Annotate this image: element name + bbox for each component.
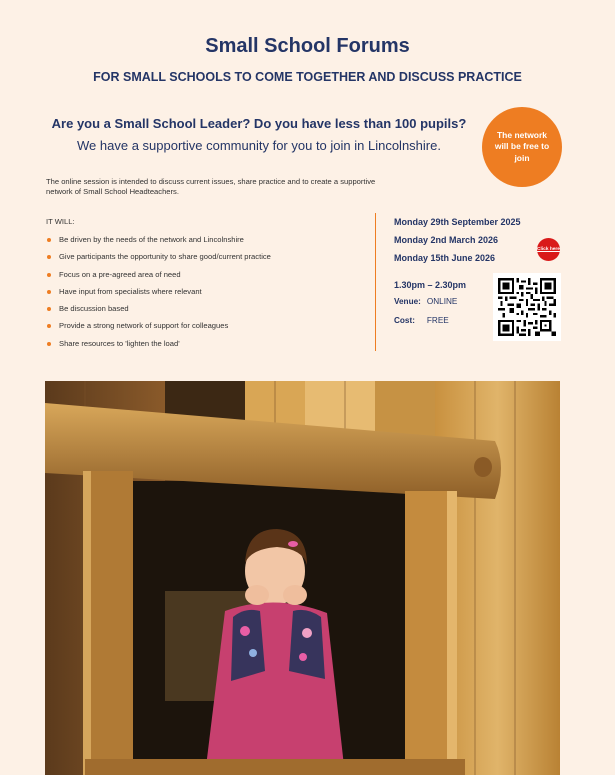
question-line-1: Are you a Small School Leader? Do you have less than 100 pupils?	[51, 116, 467, 131]
session-date-3: Monday 15th June 2026	[394, 253, 496, 263]
child-playhouse-photo	[45, 381, 560, 775]
it-will-list	[46, 234, 366, 355]
photo-illustration	[45, 381, 560, 775]
list-item: Be discussion based	[46, 303, 366, 320]
page-subtitle: FOR SMALL SCHOOLS TO COME TOGETHER AND DISCUSS PRACTICE	[93, 70, 522, 84]
list-item: Share resources to 'lighten the load'	[46, 338, 366, 355]
list-item: Be driven by the needs of the network and Lincolnshire	[46, 234, 366, 251]
list-item: Focus on a pre-agreed area of need	[46, 269, 366, 286]
click-here-button[interactable]	[537, 238, 560, 261]
free-to-join-text: The network will be free to join	[494, 129, 550, 163]
free-to-join-badge	[482, 107, 562, 187]
session-date-1: Monday 29th September 2025	[394, 217, 521, 227]
list-item: Provide a strong network of support for colleagues	[46, 320, 366, 337]
qr-code-icon	[498, 278, 556, 336]
intro-text: The online session is intended to discuss current issues, share practice and to create a supportive network of Small School Headteachers.	[46, 177, 376, 197]
list-item: Give participants the opportunity to share good/current practice	[46, 251, 366, 268]
qr-code[interactable]	[493, 273, 561, 341]
cost-label: Cost:	[394, 316, 415, 325]
question-line-2: We have a supportive community for you to join in Lincolnshire.	[77, 138, 441, 153]
it-will-heading: IT WILL:	[46, 217, 75, 226]
venue-label: Venue:	[394, 297, 421, 306]
click-here-label: Click here	[537, 246, 560, 252]
cost-row	[394, 316, 449, 325]
page-title: Small School Forums	[205, 35, 410, 57]
venue-value: ONLINE	[426, 297, 458, 306]
session-date-2: Monday 2nd March 2026	[394, 235, 499, 245]
venue-row	[394, 297, 457, 306]
session-time: 1.30pm – 2.30pm	[394, 280, 467, 290]
cost-value: FREE	[426, 316, 449, 325]
list-item: Have input from specialists where relevant	[46, 286, 366, 303]
section-divider	[375, 213, 376, 351]
